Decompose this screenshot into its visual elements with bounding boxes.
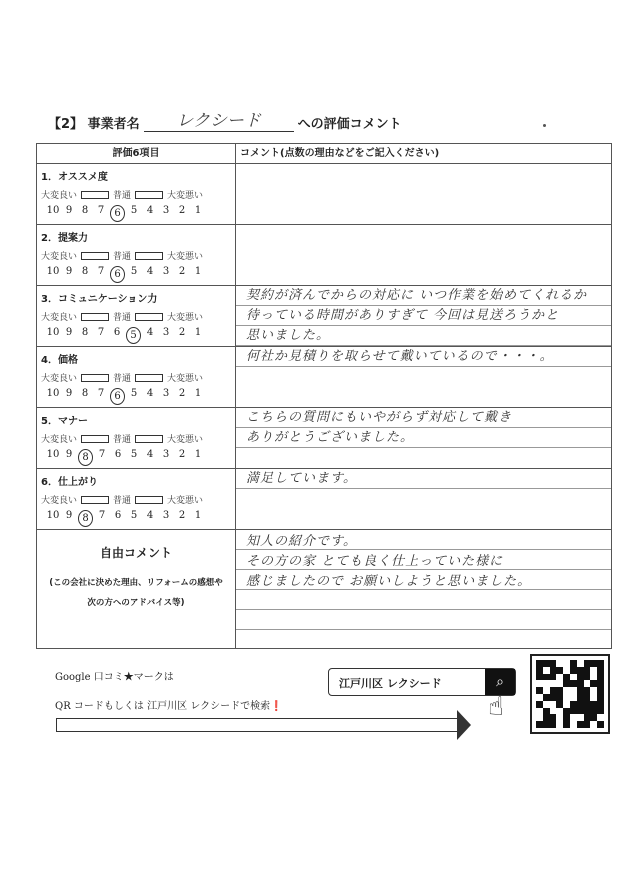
comment-area <box>236 347 611 367</box>
comment-line: ありがとうございました。 <box>246 430 415 445</box>
qr-module <box>590 701 597 708</box>
qr-module <box>584 680 591 687</box>
qr-module <box>556 667 563 674</box>
score-number: 10 <box>46 205 60 216</box>
qr-module <box>584 667 591 674</box>
comment-line: 知人の紹介です。 <box>246 534 357 549</box>
arrow-left-icon <box>81 313 109 321</box>
score-number: 6 <box>114 449 122 460</box>
arrow-right-icon <box>135 252 163 260</box>
score-number: 3 <box>162 327 170 338</box>
qr-module <box>536 660 543 667</box>
score-number: 8 <box>81 327 89 338</box>
col-header-comment: コメント(点数の理由などをご記入ください) <box>236 144 612 164</box>
qr-module <box>584 714 591 721</box>
comment-area <box>236 286 611 346</box>
qr-module <box>536 680 543 687</box>
score-number: 10 <box>46 449 60 460</box>
qr-module <box>584 660 591 667</box>
qr-module <box>536 701 543 708</box>
score-number: 5 <box>130 510 138 521</box>
qr-module <box>577 721 584 728</box>
qr-module <box>556 687 563 694</box>
score-number: 3 <box>162 510 170 521</box>
free-comment-sub2: 次の方へのアドバイス等) <box>87 598 185 608</box>
arrow-right-icon <box>56 718 457 732</box>
qr-module <box>570 701 577 708</box>
score-number: 2 <box>178 205 186 216</box>
scale-mid: 普通 <box>113 252 132 262</box>
score-number: 5 <box>130 205 138 216</box>
qr-module <box>536 694 543 701</box>
qr-module <box>584 687 591 694</box>
item-label: 6．仕上がり <box>41 477 98 488</box>
score-number: 2 <box>178 388 186 399</box>
score-number: 3 <box>162 205 170 216</box>
score-number: 9 <box>65 449 73 460</box>
score-number: 3 <box>162 449 170 460</box>
item-label: 3．コミュニケーション力 <box>41 294 158 305</box>
scale-bad: 大変悪い <box>167 313 204 323</box>
comment-line: 待っている時間がありすぎて 今回は見送ろうかと <box>246 308 560 323</box>
score-number: 4 <box>146 449 154 460</box>
qr-module <box>536 708 543 715</box>
qr-module <box>563 674 570 681</box>
score-number: 5 <box>130 388 138 399</box>
qr-code <box>530 654 610 734</box>
arrow-left-icon <box>81 435 109 443</box>
qr-module <box>597 701 604 708</box>
rating-scale <box>37 183 235 201</box>
score-number: 2 <box>178 266 186 277</box>
scale-good: 大変良い <box>41 191 78 201</box>
qr-module <box>556 680 563 687</box>
qr-module <box>550 708 557 715</box>
rating-item <box>37 164 235 224</box>
score-numbers <box>37 506 235 527</box>
qr-module <box>577 701 584 708</box>
score-number: 9 <box>65 510 73 521</box>
qr-module <box>597 674 604 681</box>
item-label: 4．価格 <box>41 355 78 366</box>
qr-module <box>543 687 550 694</box>
score-number: 7 <box>97 388 105 399</box>
rating-item <box>37 225 235 285</box>
qr-module <box>536 721 543 728</box>
score-number: 3 <box>162 388 170 399</box>
qr-module <box>550 721 557 728</box>
qr-module <box>536 714 543 721</box>
qr-module <box>556 714 563 721</box>
qr-module <box>556 674 563 681</box>
qr-module <box>563 721 570 728</box>
item-label: 1．オススメ度 <box>41 172 108 183</box>
score-number: 10 <box>46 266 60 277</box>
qr-module <box>543 680 550 687</box>
score-number: 1 <box>194 205 202 216</box>
score-number: 1 <box>194 449 202 460</box>
qr-module <box>590 674 597 681</box>
qr-module <box>550 694 557 701</box>
qr-module <box>577 680 584 687</box>
ink-dot <box>543 124 546 127</box>
footer-instructions <box>55 668 283 712</box>
score-number: 1 <box>194 510 202 521</box>
free-comment-title: 自由コメント <box>99 546 172 560</box>
qr-module <box>590 667 597 674</box>
evaluation-table <box>36 143 612 649</box>
table-row <box>37 164 612 225</box>
table-row <box>37 408 612 469</box>
score-number: 7 <box>97 205 105 216</box>
qr-module <box>570 694 577 701</box>
score-number: 8 <box>81 388 89 399</box>
col-header-items: 評価6項目 <box>37 144 236 164</box>
qr-module <box>590 660 597 667</box>
scale-mid: 普通 <box>113 374 132 384</box>
comment-line: 感じましたので お願いしようと思いました。 <box>246 574 532 589</box>
scale-bad: 大変悪い <box>167 252 204 262</box>
score-number: 3 <box>162 266 170 277</box>
qr-module <box>550 687 557 694</box>
title-suffix: への評価コメント <box>297 117 402 132</box>
rating-scale <box>37 427 235 445</box>
score-number: 7 <box>97 327 105 338</box>
rating-item <box>37 469 235 529</box>
qr-module <box>550 714 557 721</box>
qr-module <box>550 660 557 667</box>
rating-scale <box>37 488 235 506</box>
rating-item <box>37 408 235 468</box>
score-number: 10 <box>46 327 60 338</box>
scale-good: 大変良い <box>41 313 78 323</box>
qr-module <box>597 714 604 721</box>
score-number: 4 <box>146 266 154 277</box>
qr-module <box>590 714 597 721</box>
comment-line: その方の家 とても良く仕上っていた様に <box>246 554 504 569</box>
rating-item <box>37 347 235 407</box>
qr-module <box>577 667 584 674</box>
score-number: 10 <box>46 510 60 521</box>
qr-module <box>536 687 543 694</box>
score-number: 7 <box>98 449 106 460</box>
qr-module <box>570 687 577 694</box>
qr-module <box>556 660 563 667</box>
qr-module <box>590 687 597 694</box>
qr-module <box>570 674 577 681</box>
score-number: 9 <box>65 327 73 338</box>
arrow-right-icon <box>135 435 163 443</box>
scale-good: 大変良い <box>41 435 78 445</box>
qr-module <box>584 674 591 681</box>
score-numbers <box>37 384 235 405</box>
qr-module <box>570 667 577 674</box>
qr-module <box>570 680 577 687</box>
qr-module <box>597 687 604 694</box>
scale-mid: 普通 <box>113 191 132 201</box>
scale-bad: 大変悪い <box>167 435 204 445</box>
score-number: 6 <box>114 510 122 521</box>
qr-module <box>563 714 570 721</box>
qr-module <box>597 721 604 728</box>
score-number: 1 <box>194 388 202 399</box>
qr-module <box>570 708 577 715</box>
score-number: 9 <box>65 266 73 277</box>
qr-module <box>550 674 557 681</box>
score-number: 1 <box>194 327 202 338</box>
score-number: 6 <box>110 388 125 405</box>
score-number: 8 <box>78 449 93 466</box>
sheet-title <box>48 106 402 132</box>
arrow-left-icon <box>81 252 109 260</box>
title-prefix: 【2】 事業者名 <box>48 117 140 132</box>
scale-mid: 普通 <box>113 435 132 445</box>
scale-good: 大変良い <box>41 496 78 506</box>
qr-module <box>597 694 604 701</box>
qr-module <box>584 694 591 701</box>
qr-module <box>563 687 570 694</box>
score-number: 1 <box>194 266 202 277</box>
arrow-left-icon <box>81 191 109 199</box>
scale-mid: 普通 <box>113 313 132 323</box>
arrow-left-icon <box>81 374 109 382</box>
score-number: 4 <box>146 388 154 399</box>
qr-module <box>577 714 584 721</box>
rating-scale <box>37 366 235 384</box>
comment-line: 何社か見積りを取らせて戴いているので・・・。 <box>246 349 554 364</box>
footer-line-1: Google 口コミ★マークは <box>55 672 174 683</box>
qr-module <box>577 694 584 701</box>
qr-module <box>550 667 557 674</box>
score-number: 2 <box>178 449 186 460</box>
qr-module <box>584 701 591 708</box>
qr-module <box>556 701 563 708</box>
qr-module <box>597 667 604 674</box>
qr-module <box>577 687 584 694</box>
qr-module <box>570 660 577 667</box>
qr-module <box>563 680 570 687</box>
table-row <box>37 347 612 408</box>
comment-area <box>236 408 611 448</box>
qr-module <box>556 694 563 701</box>
search-icon: ⌕ <box>485 669 515 695</box>
score-number: 4 <box>146 327 154 338</box>
qr-module <box>584 708 591 715</box>
scale-bad: 大変悪い <box>167 191 204 201</box>
qr-module <box>543 721 550 728</box>
arrow-right-icon <box>135 374 163 382</box>
qr-module <box>543 660 550 667</box>
qr-module <box>563 667 570 674</box>
free-comment-label <box>37 544 235 648</box>
table-row <box>37 469 612 530</box>
qr-module <box>597 660 604 667</box>
score-number: 2 <box>178 510 186 521</box>
footer-line-2: QR コードもしくは 江戸川区 レクシードで検索❗ <box>55 701 283 712</box>
comment-line: こちらの質問にもいやがらず対応して戴き <box>246 410 513 425</box>
comment-area <box>236 469 611 489</box>
qr-module <box>543 701 550 708</box>
qr-module <box>590 708 597 715</box>
scale-good: 大変良い <box>41 374 78 384</box>
rating-scale <box>37 244 235 262</box>
qr-module <box>536 674 543 681</box>
score-numbers <box>37 262 235 283</box>
scale-bad: 大変悪い <box>167 374 204 384</box>
score-number: 7 <box>98 510 106 521</box>
item-label: 5．マナー <box>41 416 88 427</box>
qr-module <box>590 721 597 728</box>
score-number: 5 <box>126 327 141 344</box>
qr-module <box>550 701 557 708</box>
arrow-right-icon <box>135 496 163 504</box>
qr-module <box>556 721 563 728</box>
qr-module <box>550 680 557 687</box>
comment-line: 満足しています。 <box>246 471 357 486</box>
qr-module <box>597 680 604 687</box>
qr-module <box>570 721 577 728</box>
arrow-right-icon <box>135 191 163 199</box>
pointing-hand-icon: ☝ <box>488 692 504 722</box>
qr-module <box>543 674 550 681</box>
score-number: 2 <box>178 327 186 338</box>
free-comment-area <box>236 530 611 636</box>
company-name: レクシード <box>144 106 294 132</box>
score-number: 5 <box>130 266 138 277</box>
qr-module <box>570 714 577 721</box>
score-number: 10 <box>46 388 60 399</box>
comment-line: 契約が済んでからの対応に いつ作業を始めてくれるか <box>246 288 588 303</box>
qr-module <box>584 721 591 728</box>
comment-line: 思いました。 <box>246 328 331 343</box>
score-number: 6 <box>110 266 125 283</box>
score-numbers <box>37 201 235 222</box>
qr-module <box>563 660 570 667</box>
score-number: 7 <box>97 266 105 277</box>
qr-module <box>563 694 570 701</box>
score-number: 4 <box>146 510 154 521</box>
qr-module <box>556 708 563 715</box>
score-number: 6 <box>110 205 125 222</box>
score-numbers <box>37 323 235 344</box>
qr-module <box>563 708 570 715</box>
qr-module <box>590 680 597 687</box>
qr-module <box>577 708 584 715</box>
qr-module <box>543 667 550 674</box>
table-row <box>37 286 612 347</box>
item-label: 2．提案力 <box>41 233 88 244</box>
qr-module <box>543 708 550 715</box>
qr-module <box>590 694 597 701</box>
score-number: 8 <box>81 205 89 216</box>
arrow-left-icon <box>81 496 109 504</box>
qr-module <box>577 660 584 667</box>
qr-module <box>543 714 550 721</box>
qr-module <box>543 694 550 701</box>
score-number: 5 <box>130 449 138 460</box>
qr-module <box>577 674 584 681</box>
score-number: 8 <box>81 266 89 277</box>
qr-module <box>597 708 604 715</box>
score-number: 4 <box>146 205 154 216</box>
qr-module <box>536 667 543 674</box>
rating-scale <box>37 305 235 323</box>
score-number: 6 <box>113 327 121 338</box>
scale-bad: 大変悪い <box>167 496 204 506</box>
search-box-text: 江戸川区 レクシード <box>339 677 442 690</box>
qr-module <box>563 701 570 708</box>
score-number: 9 <box>65 388 73 399</box>
rating-item <box>37 286 235 346</box>
arrow-right-icon <box>135 313 163 321</box>
score-numbers <box>37 445 235 466</box>
score-number: 8 <box>78 510 93 527</box>
scale-mid: 普通 <box>113 496 132 506</box>
score-number: 9 <box>65 205 73 216</box>
scale-good: 大変良い <box>41 252 78 262</box>
free-comment-sub1: (この会社に決めた理由、リフォームの感想や <box>49 578 223 588</box>
table-row <box>37 225 612 286</box>
